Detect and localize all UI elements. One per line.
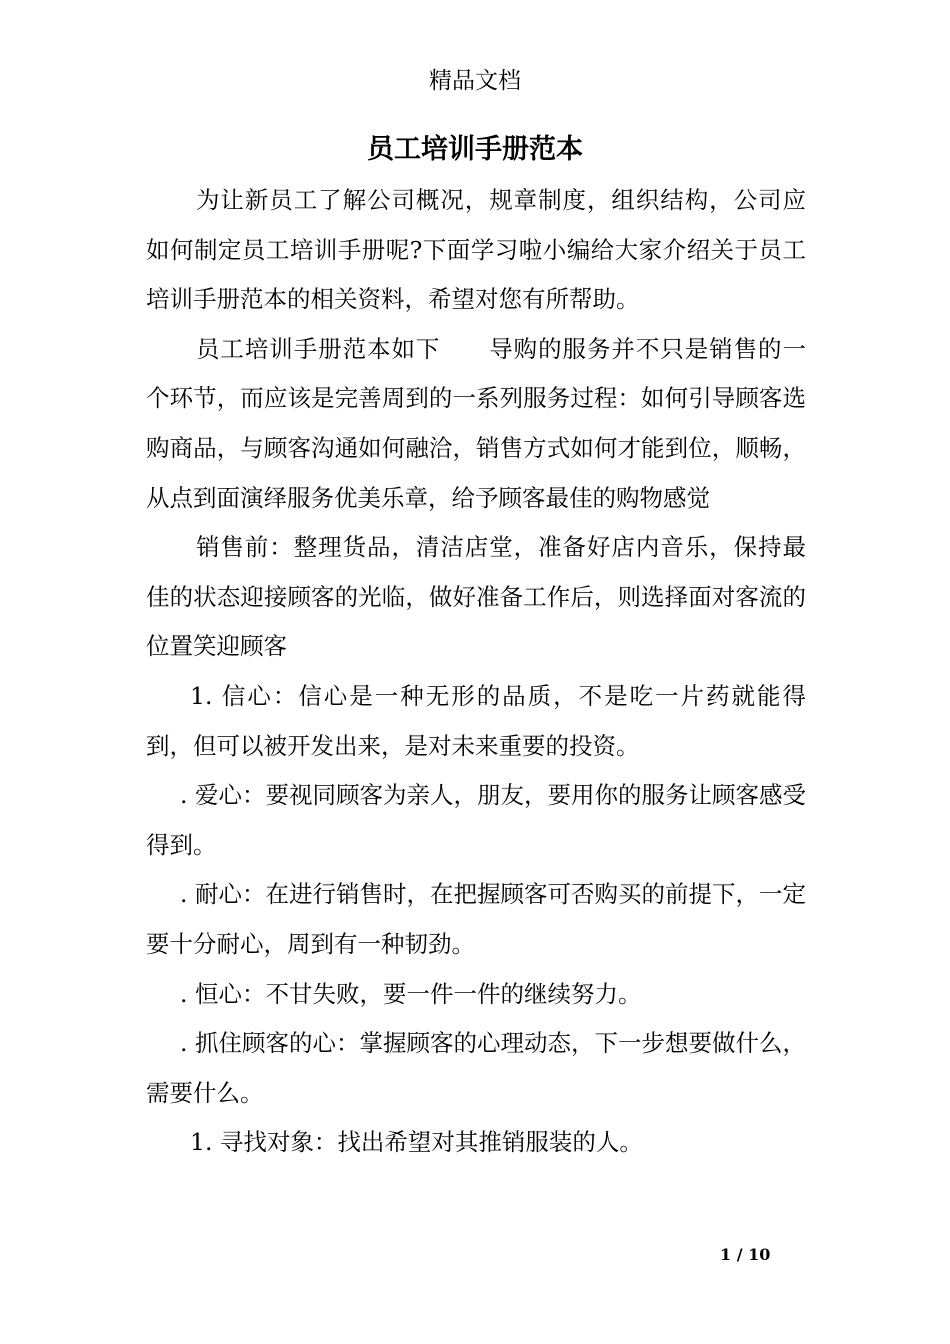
list-item-find-target: 1. 寻找对象：找出希望对其推销服装的人。: [190, 1128, 643, 1157]
list-item-confidence: 1. 信心：信心是一种无形的品质，不是吃一片药就能得到，但可以被开发出来，是对未来重要的投资。: [146, 681, 806, 760]
list-item-customer-heart: . 抓住顾客的心：掌握顾客的心理动态，下一步想要做什么，需要什么。: [146, 1029, 806, 1107]
paragraph-pre-sale: 销售前：整理货品，清洁店堂，准备好店内音乐，保持最佳的状态迎接顾客的光临，做好准备工作后，则选择面对客流的位置笑迎顾客: [146, 533, 806, 661]
page-number: 1 / 10: [720, 1245, 771, 1264]
paragraph-guide-service: 员工培训手册范本如下 导购的服务并不只是销售的一个环节，而应该是完善周到的一系列服务过程：如何引导顾客选购商品，与顾客沟通如何融洽，销售方式如何才能到位，顺畅，从点到面演绎服务优美乐章，给予顾客最佳的购物感觉: [146, 334, 806, 512]
list-item-patience: . 耐心：在进行销售时，在把握顾客可否购买的前提下，一定要十分耐心，周到有一种韧劲。: [146, 880, 806, 958]
list-item-perseverance: . 恒心：不甘失败，要一件一件的继续努力。: [180, 979, 642, 1008]
list-item-love: . 爱心：要视同顾客为亲人，朋友，要用你的服务让顾客感受得到。: [146, 781, 806, 859]
header-label: 精品文档: [429, 68, 521, 94]
document-title: 员工培训手册范本: [367, 134, 583, 165]
paragraph-intro: 为让新员工了解公司概况，规章制度，组织结构，公司应如何制定员工培训手册呢?下面学习啦小编给大家介绍关于员工培训手册范本的相关资料，希望对您有所帮助。: [146, 186, 806, 314]
document-body: [146, 176, 806, 1168]
